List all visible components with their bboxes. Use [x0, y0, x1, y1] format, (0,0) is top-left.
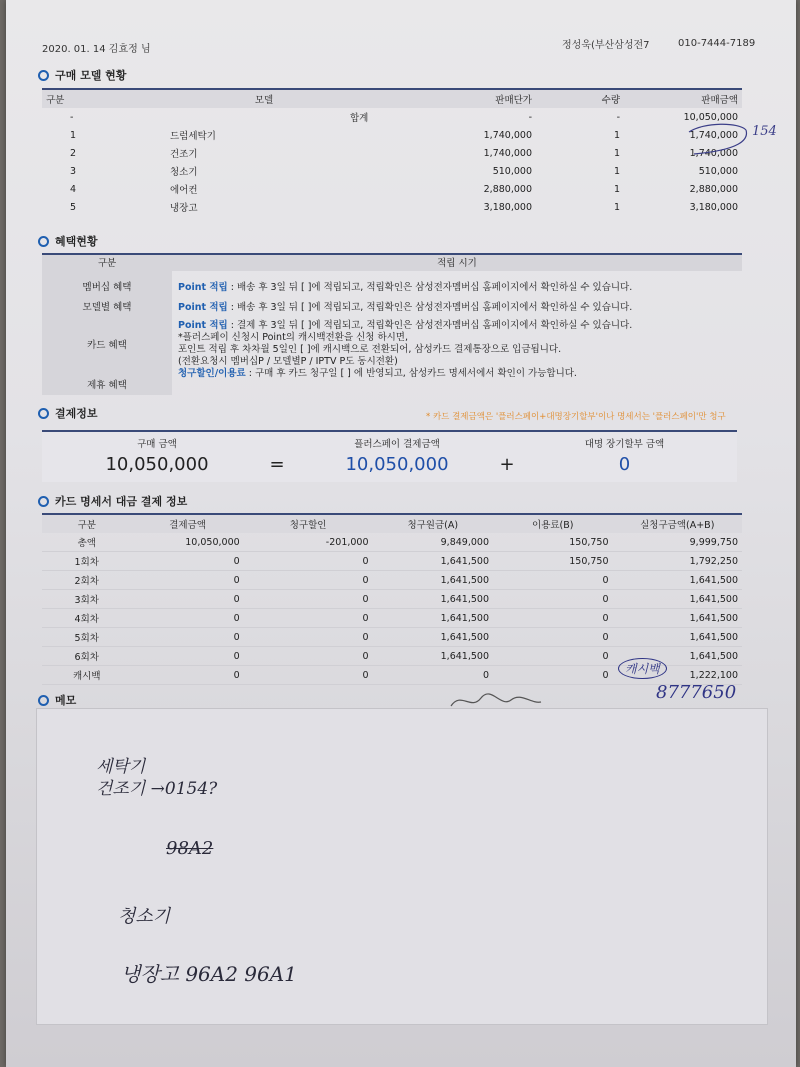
- card-col: 구분: [42, 514, 132, 533]
- benefit-title-text: 혜택현황: [55, 235, 98, 248]
- card-cell: 1,641,500: [613, 609, 742, 628]
- card-title-text: 카드 명세서 대금 결제 정보: [55, 495, 188, 508]
- card-cell: 1,222,100: [613, 666, 742, 685]
- benefit-line-text: : 결제 후 3일 뒤 [ ]에 적립되고, 적립확인은 삼성전자멤버십 홈페이지에서 확인하실 수 있습니다.: [227, 320, 633, 331]
- purchase-col: 판매단가: [418, 89, 536, 108]
- benefit-table: [42, 253, 742, 395]
- benefit-line-text: : 구매 후 카드 청구일 [ ] 에 반영되고, 삼성카드 명세서에서 확인이 가능합니다.: [245, 368, 577, 379]
- purchase-cell: 2: [70, 147, 77, 159]
- card-cell: 0: [132, 590, 244, 609]
- handwritten-note: 캐시백: [618, 658, 667, 679]
- purchase-cell: 3: [70, 165, 77, 177]
- purchase-col: 모델: [110, 89, 418, 108]
- card-cell: 0: [493, 571, 613, 590]
- card-cell: 1,641,500: [373, 647, 493, 666]
- purchase-col: 수량: [536, 89, 624, 108]
- payment-section-title: [38, 405, 98, 421]
- benefit-line: 포인트 적립 후 차차월 5일인 [ ]에 캐시백으로 전환되어, 삼성카드 결제통장으로 입금됩니다.: [178, 344, 562, 355]
- purchase-cell: 합계: [350, 113, 369, 124]
- seller-phone: 010-7444-7189: [678, 38, 756, 49]
- card-cell: 0: [373, 666, 493, 685]
- handwritten-note: 8777650: [656, 682, 737, 703]
- benefit-label: 모델별 혜택: [82, 302, 132, 313]
- benefit-line-key: Point 적립: [178, 320, 228, 331]
- benefit-line-key: 청구할인/이용료: [178, 368, 246, 379]
- purchase-row: [42, 198, 742, 216]
- benefit-col: 구분: [97, 258, 117, 269]
- benefit-line-key: Point 적립: [178, 282, 228, 293]
- card-cell: 0: [493, 647, 613, 666]
- benefit-line: [178, 365, 577, 379]
- section-bullet-icon: [38, 70, 49, 81]
- pluspay-amount: 10,050,000: [345, 454, 449, 475]
- memo-section-title: [38, 692, 76, 708]
- card-cell: 0: [244, 590, 373, 609]
- payment-title-text: 결제정보: [55, 407, 98, 420]
- benefit-line-text: : 배송 후 3일 뒤 [ ]에 적립되고, 적립확인은 삼성전자멤버십 홈페이지에서 확인하실 수 있습니다.: [227, 282, 633, 293]
- card-cell: 1,641,500: [373, 571, 493, 590]
- benefit-label: 카드 혜택: [87, 340, 127, 351]
- purchase-cell: 에어컨: [170, 185, 198, 196]
- card-col: 이용료(B): [493, 514, 613, 533]
- card-row: [42, 628, 742, 647]
- purchase-title-text: 구매 모델 현황: [55, 69, 127, 82]
- payment-label: 구매 금액: [137, 439, 177, 450]
- card-cell: 0: [132, 666, 244, 685]
- card-cell: 0: [244, 666, 373, 685]
- purchase-cell: 1,740,000: [483, 129, 532, 141]
- card-cell: 0: [244, 647, 373, 666]
- purchase-cell: 1: [613, 183, 620, 195]
- purchase-cell: 청소기: [170, 167, 198, 178]
- card-cell: 3회차: [42, 590, 132, 609]
- purchase-cell: 냉장고: [170, 203, 198, 214]
- card-cell: 0: [493, 628, 613, 647]
- payment-label: 플러스페이 결제금액: [354, 439, 440, 450]
- card-row: [42, 590, 742, 609]
- purchase-cell: 1: [613, 147, 620, 159]
- card-cell: 0: [132, 552, 244, 571]
- card-cell: 5회차: [42, 628, 132, 647]
- card-cell: 150,750: [493, 552, 613, 571]
- purchase-col: 구분: [42, 89, 110, 108]
- purchase-cell: 510,000: [698, 165, 738, 177]
- purchase-row: [42, 126, 742, 144]
- benefit-line-text: : 배송 후 3일 뒤 [ ]에 적립되고, 적립확인은 삼성전자멤버십 홈페이지에서 확인하실 수 있습니다.: [227, 302, 633, 313]
- card-row: [42, 609, 742, 628]
- purchase-cell: 5: [70, 201, 77, 213]
- card-cell: 2회차: [42, 571, 132, 590]
- card-col: 실청구금액(A+B): [613, 514, 742, 533]
- card-cell: 1,641,500: [613, 590, 742, 609]
- payment-note: * 카드 결제금액은 '플러스페이+대명장기할부'이나 명세서는 '플러스페이'만 청구: [426, 412, 726, 422]
- bracket-scribble: [684, 120, 754, 160]
- card-cell: 총액: [42, 533, 132, 552]
- purchase-cell: 1,740,000: [689, 129, 738, 141]
- benefit-section-title: [38, 233, 98, 249]
- card-cell: 9,999,750: [613, 533, 742, 552]
- date-customer: 2020. 01. 14 김효정 님: [42, 44, 151, 55]
- card-cell: 0: [132, 609, 244, 628]
- card-cell: 1,641,500: [373, 552, 493, 571]
- card-cell: 0: [493, 590, 613, 609]
- card-col: 청구원금(A): [373, 514, 493, 533]
- purchase-cell: 드럼세탁기: [170, 131, 216, 142]
- payment-label: 대명 장기할부 금액: [584, 439, 665, 450]
- purchase-table: [42, 88, 742, 216]
- purchase-amount: 10,050,000: [105, 454, 209, 475]
- purchase-cell: 1: [613, 201, 620, 213]
- card-cell: 1,641,500: [613, 647, 742, 666]
- section-bullet-icon: [38, 695, 49, 706]
- purchase-cell: 건조기: [170, 149, 198, 160]
- purchase-cell: 3,180,000: [483, 201, 532, 213]
- card-cell: 1,641,500: [373, 628, 493, 647]
- purchase-cell: 1: [70, 129, 77, 141]
- purchase-row: [42, 162, 742, 180]
- card-row: [42, 552, 742, 571]
- purchase-cell: -: [528, 111, 532, 123]
- handwritten-note: 154: [752, 124, 777, 139]
- handwritten-note: 98A2: [166, 838, 214, 859]
- card-col: 결제금액: [132, 514, 244, 533]
- plus-sign: +: [499, 454, 515, 475]
- card-cell: -201,000: [244, 533, 373, 552]
- benefit-line: (전환요청시 멤버십P / 모델별P / IPTV P도 동시전환): [178, 356, 398, 367]
- purchase-section-title: [38, 67, 126, 83]
- purchase-cell: 1,740,000: [689, 147, 738, 159]
- purchase-row: [42, 180, 742, 198]
- card-row: [42, 533, 742, 552]
- purchase-cell: 4: [70, 183, 77, 195]
- purchase-col: 판매금액: [624, 89, 742, 108]
- card-cell: 0: [493, 609, 613, 628]
- seller-name: 정성욱(부산삼성전7: [562, 40, 650, 51]
- benefit-line: [178, 279, 632, 293]
- purchase-cell: -: [616, 111, 620, 123]
- equals-sign: =: [269, 454, 285, 475]
- card-cell: 0: [132, 571, 244, 590]
- payment-summary: [42, 430, 737, 482]
- purchase-cell: -: [70, 111, 74, 123]
- card-cell: 1,792,250: [613, 552, 742, 571]
- handwritten-note: 냉장고 96A2 96A1: [121, 962, 297, 986]
- card-cell: 1,641,500: [613, 628, 742, 647]
- memo-title-text: 메모: [55, 694, 77, 707]
- card-cell: 1,641,500: [373, 609, 493, 628]
- section-bullet-icon: [38, 496, 49, 507]
- card-cell: 9,849,000: [373, 533, 493, 552]
- benefit-label: 제휴 혜택: [87, 380, 127, 391]
- card-cell: 6회차: [42, 647, 132, 666]
- card-row: [42, 571, 742, 590]
- card-cell: 0: [244, 571, 373, 590]
- card-col: 청구할인: [244, 514, 373, 533]
- card-cell: 0: [244, 628, 373, 647]
- receipt-paper: [6, 0, 796, 1067]
- section-bullet-icon: [38, 236, 49, 247]
- card-section-title: [38, 493, 187, 509]
- card-cell: 0: [244, 609, 373, 628]
- purchase-cell: 1,740,000: [483, 147, 532, 159]
- purchase-cell: 1: [613, 129, 620, 141]
- purchase-cell: 1: [613, 165, 620, 177]
- purchase-cell: 10,050,000: [683, 111, 738, 123]
- card-cell: 1,641,500: [373, 590, 493, 609]
- benefit-line: *플러스페이 신청시 Point의 캐시백전환을 신청 하시면,: [178, 332, 408, 343]
- benefit-line: [178, 299, 632, 313]
- handwritten-note: 세탁기 건조기 →0154?: [96, 757, 218, 799]
- purchase-row: [42, 144, 742, 162]
- card-cell: 0: [132, 628, 244, 647]
- benefit-label: 멤버십 혜택: [82, 282, 132, 293]
- card-cell: 10,050,000: [132, 533, 244, 552]
- benefit-header: [42, 255, 742, 271]
- handwritten-note: 청소기: [118, 906, 171, 927]
- benefit-col: 적립 시기: [437, 258, 477, 269]
- card-cell: 150,750: [493, 533, 613, 552]
- purchase-cell: 3,180,000: [689, 201, 738, 213]
- purchase-cell: 2,880,000: [689, 183, 738, 195]
- card-cell: 1,641,500: [613, 571, 742, 590]
- card-cell: 1회차: [42, 552, 132, 571]
- card-cell: 4회차: [42, 609, 132, 628]
- purchase-total-row: [42, 108, 742, 126]
- benefit-line-key: Point 적립: [178, 302, 228, 313]
- signature-scribble: [446, 686, 546, 716]
- card-cell: 캐시백: [42, 666, 132, 685]
- card-cell: 0: [244, 552, 373, 571]
- card-cell: 0: [132, 647, 244, 666]
- card-cell: 0: [493, 666, 613, 685]
- purchase-cell: 510,000: [492, 165, 532, 177]
- installment-amount: 0: [618, 454, 631, 475]
- section-bullet-icon: [38, 408, 49, 419]
- purchase-cell: 2,880,000: [483, 183, 532, 195]
